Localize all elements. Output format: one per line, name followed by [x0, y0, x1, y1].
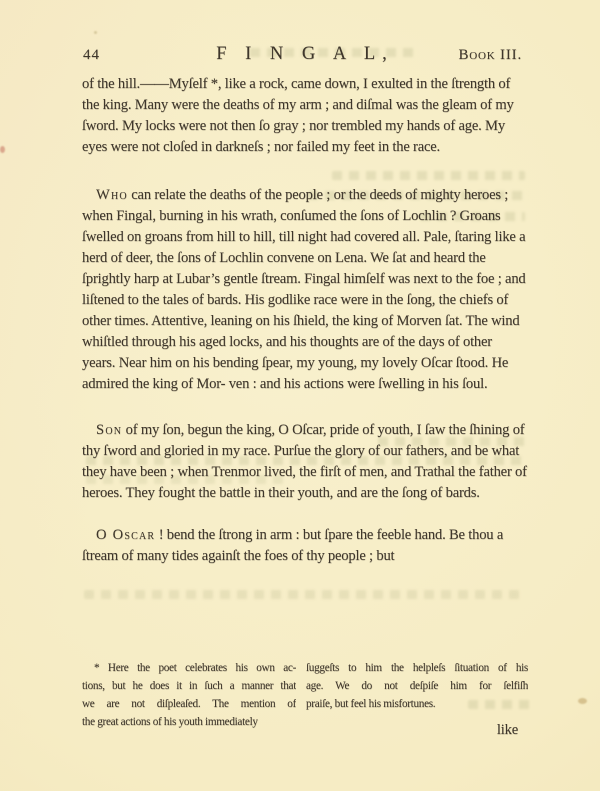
ink-speck — [0, 146, 5, 153]
footnote — [82, 659, 528, 731]
footnote-line: we are not diſpleaſed. The mention of — [82, 698, 296, 710]
text-line: Lochlin ? Groans ſwelled on groans from hill to hill, till night had — [82, 208, 501, 245]
book-label: Book III. — [458, 47, 522, 63]
footnote-line: ſuggeſts to him the helpleſs ſituation of his — [306, 662, 528, 674]
lead-word: Who — [96, 187, 128, 203]
text-line: gray ; nor trembled my hands of age. My eyes were not cloſed in — [82, 118, 505, 155]
text-line: heroes ; when Fingal, burning in his wrath, conſumed the ſons of — [82, 187, 509, 224]
ink-speck — [94, 31, 97, 34]
text-line — [82, 187, 460, 203]
paragraph-2 — [82, 185, 528, 395]
text-line: the ſhining of thy ſword and gloried in my race. Purſue the glory — [82, 422, 525, 459]
line-rest: can relate the deaths of the people ; or the deeds of mighty — [127, 187, 461, 203]
page-text — [82, 74, 528, 567]
paragraph-4 — [82, 525, 528, 567]
catchword: like — [496, 722, 518, 738]
text-line: covered all. Pale, ſtaring like a herd of deer, the ſons of Lochlin — [82, 229, 526, 266]
text-line: the firſt of men, and Trathal the father of heroes. They fought the — [82, 464, 527, 501]
show-through-artifact — [84, 590, 524, 599]
ink-speck — [578, 698, 587, 704]
running-title: F I N G A L, — [216, 44, 394, 64]
text-line: the tales of bards. His godlike race were in the ſong, the chiefs of — [142, 292, 509, 308]
text-line: ſat. The wind whiſtled through his aged locks, and his thoughts — [82, 313, 520, 350]
text-line: the ſtrength of the king. Many were the deaths of my arm ; and — [82, 76, 511, 113]
paragraph-1 — [82, 74, 528, 158]
text-line — [82, 422, 445, 438]
text-line: of our fathers, and be what they have been ; when Trenmor lived, — [82, 443, 520, 480]
footnote-line: the great actions of his youth immediately — [82, 716, 258, 728]
footnote-line: age. We do not deſpiſe him for ſelfiſh — [306, 680, 528, 692]
text-line: gentle ſtream. Fingal himſelf was next to the foe ; and liſtened to — [82, 271, 526, 308]
text-line: Be thou a ſtream of many tides againſt the foes of thy people ; but — [82, 527, 504, 564]
text-line: other times. Attentive, leaning on his ſhield, the king of Morven — [82, 313, 442, 329]
line-rest: of my ſon, begun the king, O Oſcar, pride of youth, I ſaw — [122, 422, 446, 438]
text-line: darkneſs ; nor failed my feet in the race. — [215, 139, 440, 155]
text-line: my young, my lovely Oſcar ſtood. He admired the king of Mor- — [82, 355, 509, 392]
paragraph-3 — [82, 420, 528, 504]
text-line: of the hill.——Myſelf *, like a rock, came down, I exulted in — [82, 76, 428, 92]
text-line: ven : and his actions were ſwelling in his ſoul. — [228, 376, 488, 392]
footnote-left-column — [82, 659, 296, 731]
footnote-line: tions, but he does it in ſuch a manner that — [82, 680, 296, 692]
text-line: diſmal was the gleam of my ſword. My locks were not then ſo — [82, 97, 514, 134]
line-rest: ! bend the ſtrong in arm : but ſpare the feeble hand. — [155, 527, 446, 543]
footnote-line: praiſe, but feel his misfortunes. — [306, 698, 436, 710]
lead-word: Son — [96, 422, 123, 438]
footnote-line: * Here the poet celebrates his own ac- — [94, 662, 296, 674]
running-head — [82, 44, 528, 68]
text-line: are of the days of other years. Near him on his bending ſpear, — [82, 334, 492, 371]
page-number: 44 — [83, 47, 100, 63]
footnote-right-column — [306, 659, 528, 731]
lead-word: O Oscar — [96, 527, 156, 543]
text-line — [82, 527, 446, 543]
text-line: convene on Lena. We ſat and heard the ſprightly harp at Lubar’s — [82, 250, 486, 287]
text-line: battle in their youth, and are the ſong of bards. — [219, 485, 480, 501]
